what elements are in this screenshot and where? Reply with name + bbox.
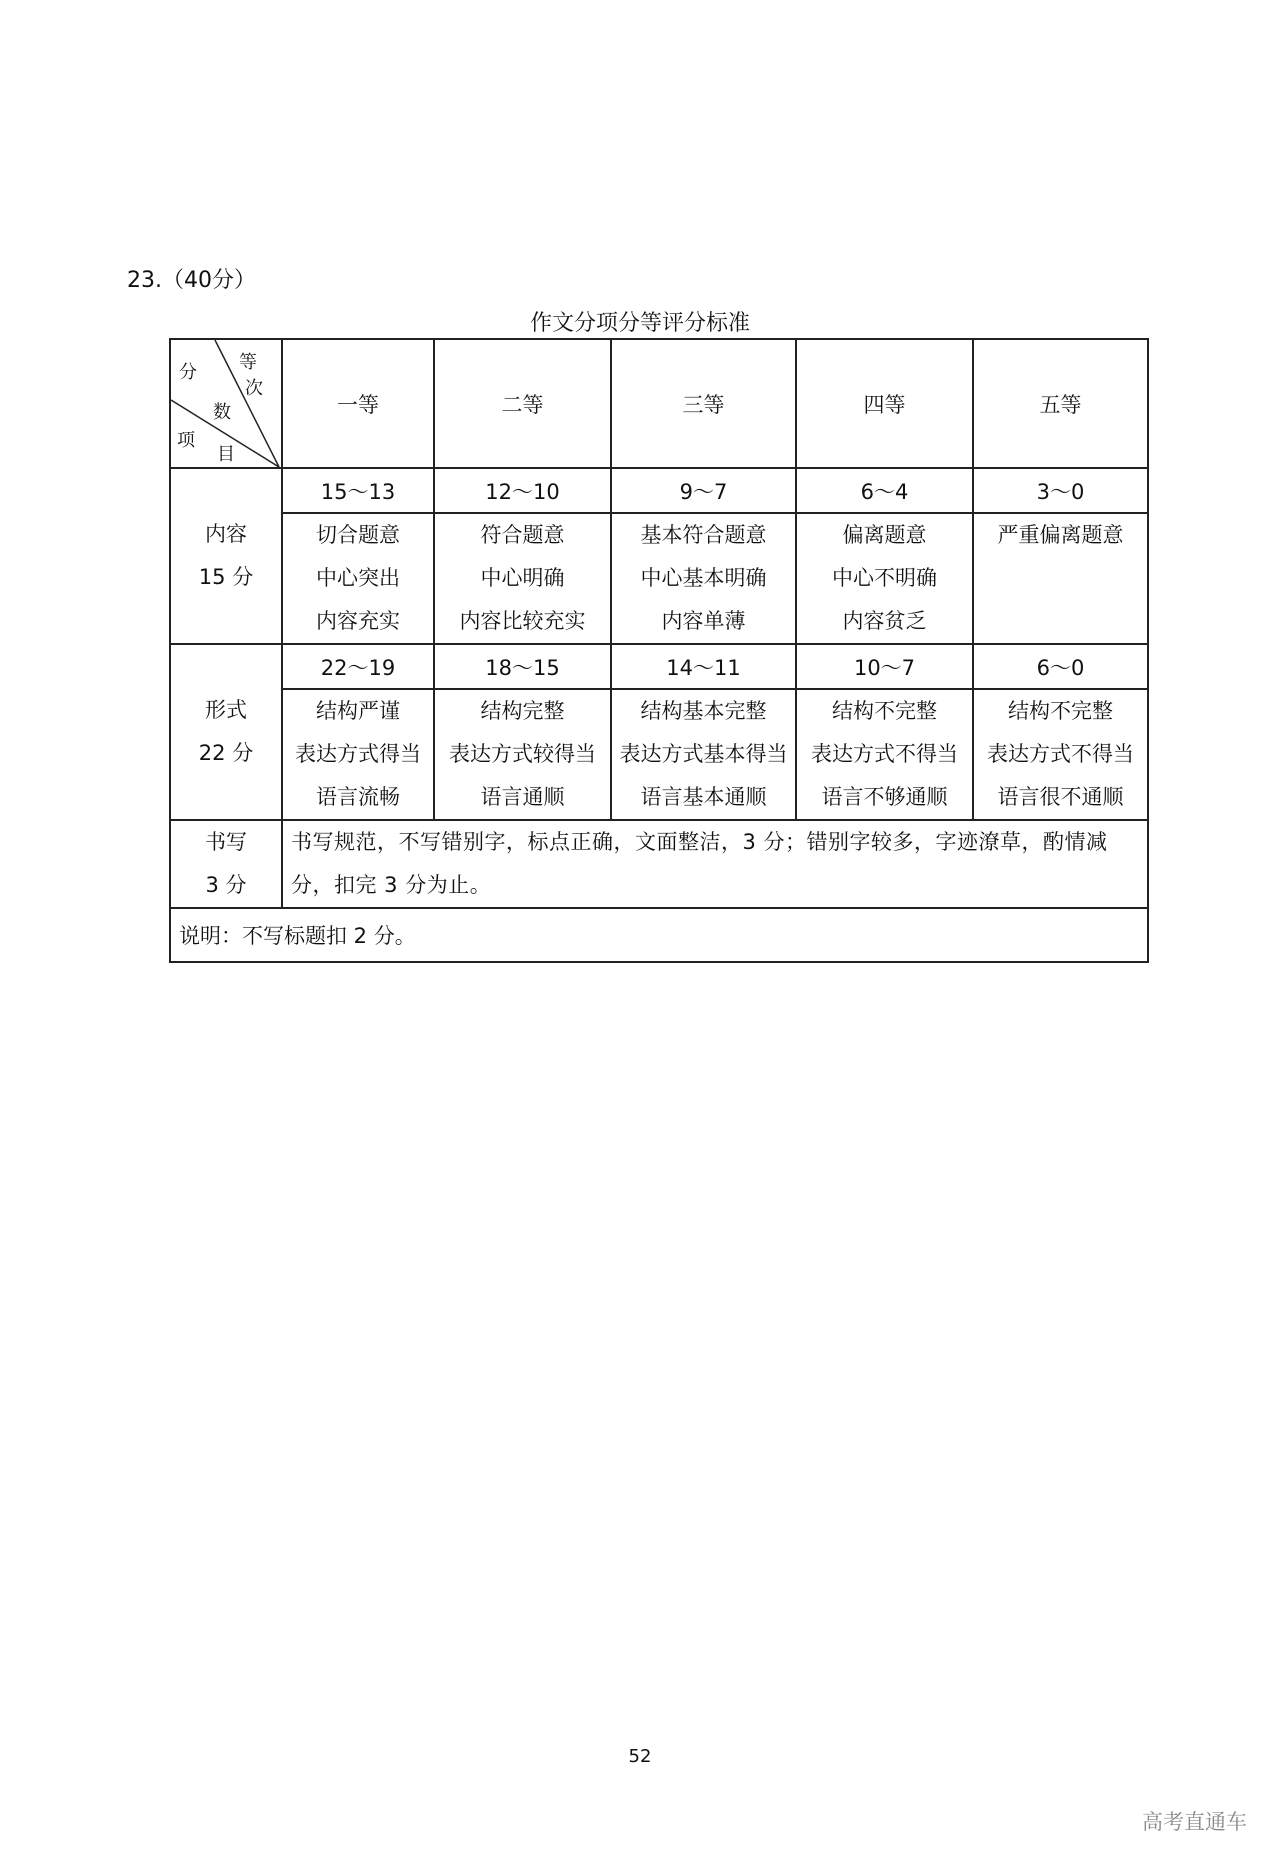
criterion: 语言流畅 <box>316 785 400 809</box>
criterion: 语言基本通顺 <box>640 785 767 809</box>
criterion: 结构严谨 <box>316 699 400 723</box>
form-desc-row <box>170 689 1148 820</box>
category-points: 3 分 <box>205 873 247 897</box>
corner-label: 次 <box>245 378 263 399</box>
scoring-table <box>169 338 1149 963</box>
score-range: 10～7 <box>796 644 973 689</box>
grade-header: 五等 <box>973 339 1148 468</box>
criterion: 中心突出 <box>316 566 400 590</box>
watermark: 高考直通车 <box>1142 1810 1247 1834</box>
criterion: 语言很不通顺 <box>997 785 1124 809</box>
criterion: 内容单薄 <box>661 609 746 633</box>
criterion: 表达方式得当 <box>295 742 421 766</box>
criteria-cell <box>611 689 796 820</box>
criterion: 表达方式不得当 <box>811 742 958 766</box>
criterion: 结构完整 <box>480 699 565 723</box>
criterion: 结构基本完整 <box>640 699 767 723</box>
content-desc-row <box>170 513 1148 644</box>
corner-label: 项 <box>177 430 195 451</box>
criterion: 表达方式较得当 <box>449 742 596 766</box>
criterion: 内容比较充实 <box>459 609 586 633</box>
category-points: 15 分 <box>198 565 254 589</box>
criteria-cell <box>282 689 434 820</box>
grade-header: 一等 <box>282 339 434 468</box>
category-name: 形式 <box>205 698 247 722</box>
criterion: 内容贫乏 <box>842 609 927 633</box>
score-range: 22～19 <box>282 644 434 689</box>
score-range: 12～10 <box>434 468 611 513</box>
corner-label: 分 <box>179 362 197 383</box>
corner-cell <box>170 339 282 468</box>
criteria-cell <box>973 513 1148 644</box>
criterion: 严重偏离题意 <box>997 523 1124 547</box>
corner-label: 目 <box>217 444 235 465</box>
score-range: 6～4 <box>796 468 973 513</box>
writing-criteria: 书写规范，不写错别字，标点正确，文面整洁，3 分；错别字较多，字迹潦草，酌情减分，扣完 3 分为止。 <box>282 820 1148 908</box>
content-score-row <box>170 468 1148 513</box>
category-form <box>170 644 282 820</box>
grade-header: 四等 <box>796 339 973 468</box>
score-range: 3～0 <box>973 468 1148 513</box>
criterion: 结构不完整 <box>832 699 937 723</box>
criterion: 语言通顺 <box>480 785 565 809</box>
score-range: 14～11 <box>611 644 796 689</box>
form-score-row <box>170 644 1148 689</box>
criteria-cell <box>973 689 1148 820</box>
criterion: 中心明确 <box>480 566 565 590</box>
score-range: 18～15 <box>434 644 611 689</box>
criterion: 符合题意 <box>480 523 565 547</box>
category-content <box>170 468 282 644</box>
criterion: 偏离题意 <box>842 523 927 547</box>
criteria-cell <box>434 689 611 820</box>
score-range: 15～13 <box>282 468 434 513</box>
criterion: 表达方式不得当 <box>987 742 1134 766</box>
criterion: 表达方式基本得当 <box>619 742 788 766</box>
category-writing <box>170 820 282 908</box>
note-text: 说明：不写标题扣 2 分。 <box>170 908 1148 962</box>
score-range: 6～0 <box>973 644 1148 689</box>
criteria-cell <box>611 513 796 644</box>
score-range: 9～7 <box>611 468 796 513</box>
criterion: 结构不完整 <box>1008 699 1113 723</box>
criteria-cell <box>434 513 611 644</box>
writing-row <box>170 820 1148 908</box>
criteria-cell <box>796 513 973 644</box>
criterion: 内容充实 <box>316 609 400 633</box>
category-points: 22 分 <box>198 741 254 765</box>
criteria-cell <box>282 513 434 644</box>
category-name: 书写 <box>205 830 247 854</box>
grade-header: 二等 <box>434 339 611 468</box>
corner-label: 数 <box>213 402 231 423</box>
criterion: 语言不够通顺 <box>821 785 948 809</box>
criterion: 中心不明确 <box>832 566 937 590</box>
question-number: 23.（40分） <box>127 268 256 293</box>
page-number: 52 <box>628 1746 652 1767</box>
grade-header: 三等 <box>611 339 796 468</box>
table-title: 作文分项分等评分标准 <box>529 311 750 336</box>
criterion: 中心基本明确 <box>640 566 767 590</box>
criterion: 基本符合题意 <box>640 523 767 547</box>
header-row <box>170 339 1148 468</box>
note-row <box>170 908 1148 962</box>
corner-label: 等 <box>239 352 257 373</box>
criteria-cell <box>796 689 973 820</box>
category-name: 内容 <box>205 522 247 546</box>
criterion: 切合题意 <box>316 523 400 547</box>
